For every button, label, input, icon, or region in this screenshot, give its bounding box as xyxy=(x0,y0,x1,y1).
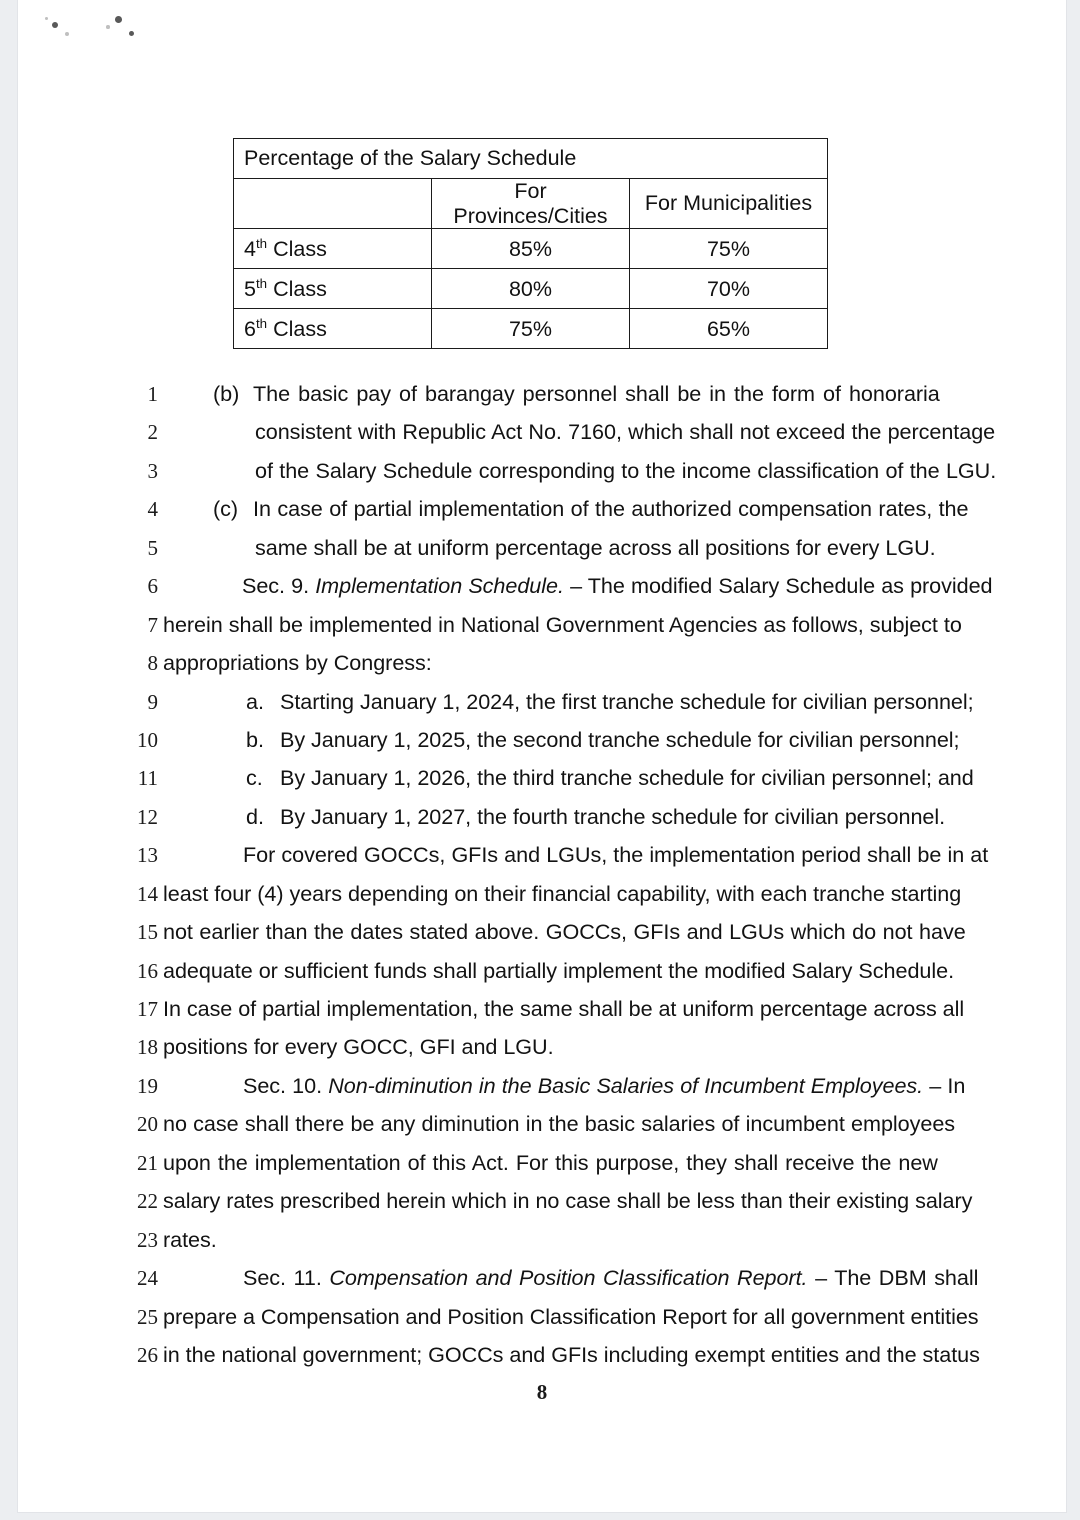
line-body-text: By January 1, 2025, the second tranche schedule for civilian personnel; xyxy=(280,726,960,752)
list-marker: b. xyxy=(246,726,264,752)
class-number: 5 xyxy=(244,276,256,301)
scan-speck xyxy=(106,25,110,29)
line-number: 23 xyxy=(137,1227,158,1252)
table-row xyxy=(234,269,828,309)
line-number: 13 xyxy=(137,843,158,868)
line-number: 3 xyxy=(147,458,158,483)
text-line xyxy=(18,490,1066,528)
line-text xyxy=(163,606,978,644)
line-body-text: positions for every GOCC, GFI and LGU. xyxy=(163,1034,554,1060)
class-ordinal: th xyxy=(255,275,268,291)
table-cell-municipalities: 65% xyxy=(630,309,828,349)
line-number: 25 xyxy=(137,1304,158,1329)
line-number: 20 xyxy=(137,1112,158,1137)
document-page xyxy=(18,0,1066,1512)
line-text xyxy=(163,990,978,1028)
line-body-text: In case of partial implementation of the authorized compensation rates, the xyxy=(253,496,969,522)
line-number: 15 xyxy=(137,920,158,945)
line-body-text: of the Salary Schedule corresponding to the income classification of the LGU. xyxy=(255,457,997,483)
line-text xyxy=(163,413,1066,451)
line-text xyxy=(163,490,1028,528)
table-cell-provinces: 75% xyxy=(432,309,630,349)
text-line xyxy=(18,798,1066,836)
class-ordinal: th xyxy=(255,315,268,331)
line-body-text: rates. xyxy=(163,1226,217,1252)
scan-speck xyxy=(115,16,122,23)
line-body-text: adequate or sufficient funds shall partially implement the modified Salary Schedule. xyxy=(163,957,955,983)
line-number: 26 xyxy=(137,1342,158,1367)
line-text xyxy=(163,913,978,951)
line-number: 7 xyxy=(147,612,158,637)
section-body-text: – The DBM shall xyxy=(815,1265,979,1291)
line-number: 14 xyxy=(137,881,158,906)
section-body-text: – In xyxy=(929,1072,966,1098)
line-text xyxy=(163,567,1057,605)
text-line xyxy=(18,375,1066,413)
section-label: Sec. 11. xyxy=(243,1265,322,1291)
table-row-title xyxy=(234,139,828,179)
text-line xyxy=(18,759,1066,797)
line-text xyxy=(163,875,978,913)
scan-speck xyxy=(65,32,69,36)
line-text xyxy=(163,721,1061,759)
text-line xyxy=(18,1298,1066,1336)
line-body-text: In case of partial implementation, the same shall be at uniform percentage across all xyxy=(163,996,965,1021)
line-body-text: By January 1, 2026, the third tranche schedule for civilian personnel; and xyxy=(280,765,974,791)
line-text xyxy=(163,836,1058,874)
table-row xyxy=(234,309,828,349)
text-line xyxy=(18,1221,1066,1259)
section-label: Sec. 9. xyxy=(242,573,310,599)
numbered-text-body xyxy=(18,375,1066,1374)
line-text xyxy=(163,952,978,990)
scan-speck xyxy=(45,17,48,20)
line-text xyxy=(163,529,1066,567)
line-text xyxy=(163,1067,1058,1105)
table-cell-class xyxy=(234,269,432,309)
line-body-text: least four (4) years depending on their financial capability, with each tranche starting xyxy=(163,880,962,906)
line-body-text: For covered GOCCs, GFIs and LGUs, the implementation period shall be in at xyxy=(243,842,989,868)
class-number: 6 xyxy=(244,316,256,341)
line-text xyxy=(163,683,1061,721)
text-line xyxy=(18,567,1066,605)
list-marker: (b) xyxy=(213,381,240,406)
line-body-text: salary rates prescribed herein which in no case shall be less than their existing salary xyxy=(163,1188,973,1214)
line-text xyxy=(163,798,1061,836)
line-body-text: The basic pay of barangay personnel shall be in the form of honoraria xyxy=(253,381,940,406)
line-number: 18 xyxy=(137,1035,158,1060)
text-line xyxy=(18,1067,1066,1105)
line-number: 21 xyxy=(137,1150,158,1175)
line-number: 11 xyxy=(137,766,158,791)
class-word: Class xyxy=(273,276,327,301)
line-body-text: upon the implementation of this Act. For this purpose, they shall receive the new xyxy=(163,1149,938,1175)
text-line xyxy=(18,413,1066,451)
line-body-text: prepare a Compensation and Position Classification Report for all government entities xyxy=(163,1303,979,1329)
text-line xyxy=(18,952,1066,990)
section-label: Sec. 10. xyxy=(243,1072,323,1098)
line-text xyxy=(163,1144,978,1182)
table-header-blank xyxy=(234,179,432,229)
table-cell-municipalities: 75% xyxy=(630,229,828,269)
class-ordinal: th xyxy=(255,235,268,251)
line-number: 8 xyxy=(147,651,158,676)
table-title-cell: Percentage of the Salary Schedule xyxy=(234,139,828,179)
section-body-text: – The modified Salary Schedule as provided xyxy=(570,573,993,599)
line-number: 17 xyxy=(137,997,158,1021)
table-cell-class xyxy=(234,309,432,349)
line-body-text: Starting January 1, 2024, the first tranche schedule for civilian personnel; xyxy=(280,688,974,714)
table xyxy=(233,138,828,349)
line-body-text: By January 1, 2027, the fourth tranche schedule for civilian personnel. xyxy=(280,803,946,829)
line-text xyxy=(163,1028,978,1066)
table-cell-class xyxy=(234,229,432,269)
list-marker: c. xyxy=(246,765,263,791)
text-line xyxy=(18,452,1066,490)
text-line xyxy=(18,1336,1066,1374)
table-row xyxy=(234,229,828,269)
line-text xyxy=(163,759,1061,797)
line-body-text: same shall be at uniform percentage across all positions for every LGU. xyxy=(255,534,936,560)
line-text xyxy=(163,1336,978,1374)
line-number: 2 xyxy=(147,420,158,445)
text-line xyxy=(18,875,1066,913)
table-header-municipalities: For Municipalities xyxy=(630,179,828,229)
section-title: Non-diminution in the Basic Salaries of Incumbent Employees. xyxy=(328,1072,924,1098)
line-text xyxy=(163,1259,1058,1297)
text-line xyxy=(18,1028,1066,1066)
text-line xyxy=(18,990,1066,1028)
line-number: 19 xyxy=(137,1073,158,1098)
table-cell-provinces: 80% xyxy=(432,269,630,309)
line-text xyxy=(163,644,978,682)
line-body-text: not earlier than the dates stated above. GOCCs, GFIs and LGUs which do not have xyxy=(163,919,966,945)
line-text xyxy=(163,1298,978,1336)
line-number: 1 xyxy=(147,382,158,406)
text-line xyxy=(18,836,1066,874)
class-word: Class xyxy=(273,316,327,341)
line-body-text: appropriations by Congress: xyxy=(163,650,432,676)
section-title: Implementation Schedule. xyxy=(315,573,564,599)
text-line xyxy=(18,721,1066,759)
line-text xyxy=(163,1105,978,1143)
table-cell-provinces: 85% xyxy=(432,229,630,269)
text-line xyxy=(18,1259,1066,1297)
text-line xyxy=(18,913,1066,951)
line-body-text: consistent with Republic Act No. 7160, which shall not exceed the percentage xyxy=(255,419,996,445)
text-line xyxy=(18,644,1066,682)
table-row-header xyxy=(234,179,828,229)
line-number: 6 xyxy=(147,574,158,599)
table-cell-municipalities: 70% xyxy=(630,269,828,309)
text-line xyxy=(18,1144,1066,1182)
list-marker: d. xyxy=(246,803,264,829)
line-body-text: no case shall there be any diminution in the basic salaries of incumbent employees xyxy=(163,1111,956,1137)
line-number: 16 xyxy=(137,958,158,983)
list-marker: (c) xyxy=(213,496,239,522)
line-body-text: in the national government; GOCCs and GFIs including exempt entities and the status xyxy=(163,1341,980,1367)
section-title: Compensation and Position Classification Report. xyxy=(329,1265,808,1291)
list-marker: a. xyxy=(246,688,264,714)
line-text xyxy=(163,1221,978,1259)
text-line xyxy=(18,529,1066,567)
line-number: 22 xyxy=(137,1189,158,1214)
line-number: 9 xyxy=(147,689,158,714)
salary-percentage-table xyxy=(233,138,828,349)
class-number: 4 xyxy=(244,236,256,261)
line-body-text: herein shall be implemented in National Government Agencies as follows, subject to xyxy=(163,611,962,637)
line-number: 12 xyxy=(137,804,158,829)
table-header-provinces: For Provinces/Cities xyxy=(432,179,630,229)
scan-speck xyxy=(129,31,134,36)
text-line xyxy=(18,683,1066,721)
page-number: 8 xyxy=(536,1380,548,1404)
text-line xyxy=(18,606,1066,644)
line-number: 5 xyxy=(147,535,158,560)
line-text xyxy=(163,1182,978,1220)
line-number: 10 xyxy=(137,727,158,752)
line-number: 24 xyxy=(137,1266,158,1291)
scan-speck xyxy=(52,22,58,28)
text-line xyxy=(18,1105,1066,1143)
line-text xyxy=(163,375,1028,413)
class-word: Class xyxy=(273,236,327,261)
line-text xyxy=(163,452,1066,490)
line-number: 4 xyxy=(147,497,158,522)
text-line xyxy=(18,1182,1066,1220)
